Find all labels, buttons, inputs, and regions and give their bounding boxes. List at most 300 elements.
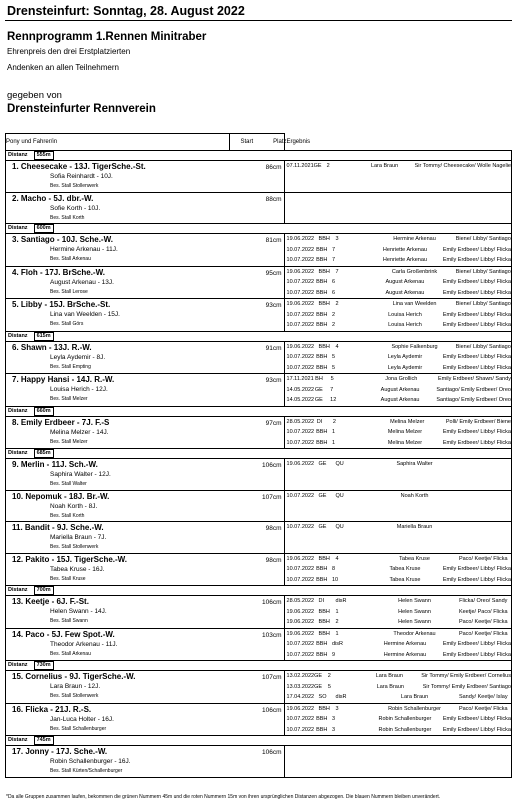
pony-entry-row xyxy=(6,192,512,224)
result-outcome: Emily Erdbeer/ Libby/ Flicka xyxy=(442,651,511,658)
result-rank: 7 xyxy=(331,257,336,264)
pony-header xyxy=(6,746,284,756)
pony-size: 95cm xyxy=(265,269,282,277)
pony-header xyxy=(6,374,284,384)
results-cell xyxy=(284,341,511,374)
result-venue: BBH xyxy=(316,364,328,371)
pony-header xyxy=(6,299,284,309)
result-rider: Helen Swann xyxy=(398,608,431,615)
footnote: *Da alle Gruppen zusammen laufen, bekommen die grünen Nummern 45m und die roten Nummern 15m von ihren ursprünglichen Distanzen abgezogen. Die blauen Nummern bleiben unverändert. xyxy=(6,794,441,800)
result-rider: Henriette Arkenau xyxy=(382,246,427,253)
rider-name: Melina Melzer - 14J. xyxy=(50,428,109,436)
result-rank: 1 xyxy=(335,630,339,637)
result-rank: 1 xyxy=(335,608,339,615)
result-rider: Hermine Arkenau xyxy=(383,651,427,658)
results-cell xyxy=(284,374,511,407)
result-row xyxy=(285,267,511,278)
column-header-ergebnis: Ergebnis xyxy=(286,139,311,145)
result-rider: Robin Schallenburger xyxy=(378,726,432,733)
rider-name: Saphira Walter - 12J. xyxy=(50,471,111,478)
stall-name: Bes. Stall Lerose xyxy=(50,288,88,295)
stall-name: Bes. Stall Melzer xyxy=(50,438,88,445)
result-rank: 9 xyxy=(331,651,336,658)
prize-line: Ehrenpreis den drei Erstplatzierten xyxy=(7,47,131,56)
result-rank: 6 xyxy=(331,289,336,296)
column-header-start-label: Start xyxy=(240,139,254,145)
result-rank: 5 xyxy=(331,364,336,371)
result-venue: DI xyxy=(316,418,323,425)
result-rank: disR xyxy=(335,694,347,701)
result-row xyxy=(285,596,511,607)
pony-entry-row xyxy=(6,341,512,374)
result-rank: 3 xyxy=(331,726,336,733)
result-outcome: Emily Erdbeer/ Libby/ Flicka xyxy=(442,576,511,583)
pony-size: 81cm xyxy=(265,237,282,244)
result-rank: 2 xyxy=(332,418,336,425)
result-row xyxy=(285,363,511,374)
result-venue: BBH xyxy=(316,289,328,296)
result-outcome: Sir Tommy/ Cheesecake/ Wolle Nagelie xyxy=(414,163,511,170)
result-date: 10.07.2022 xyxy=(286,257,315,264)
result-rider: Robin Schallenburger xyxy=(378,716,432,723)
pony-cell xyxy=(6,596,285,629)
pony-entry-row xyxy=(6,596,512,629)
pony-cell xyxy=(6,628,285,661)
result-row xyxy=(285,342,511,353)
result-row xyxy=(285,320,511,331)
pony-entry-row xyxy=(6,299,512,332)
rider-name: Sofia Reinhardt - 10J. xyxy=(50,173,113,180)
result-venue: BBH xyxy=(318,619,330,626)
distance-row xyxy=(6,151,512,161)
pony-header xyxy=(6,629,284,639)
stall-name: Bes. Stall Stollenwerk xyxy=(50,544,99,550)
pony-size: 106cm xyxy=(262,749,282,756)
result-row xyxy=(285,725,511,736)
distance-label: Distanz xyxy=(8,152,28,158)
result-date: 10.07.2022 xyxy=(286,279,315,286)
result-rider: Lina van Weelden xyxy=(392,301,437,308)
distance-value: 555m xyxy=(34,151,54,160)
result-date: 13.02.2022 xyxy=(286,673,315,680)
result-outcome: Paco/ Keetje/ Flicka xyxy=(458,555,508,562)
result-rank: 1 xyxy=(331,439,336,446)
result-outcome: Emily Erdbeer/ Libby/ Flicka xyxy=(442,566,511,573)
result-venue: BBH xyxy=(318,630,330,637)
pony-header xyxy=(6,671,284,681)
stall-name: Bes. Stall Stollenwerk xyxy=(50,183,99,189)
result-date: 17.04.2022 xyxy=(286,694,315,701)
result-rank: 3 xyxy=(335,236,339,243)
result-outcome: Emily Erdbeer/ Libby/ Flicka xyxy=(442,322,511,329)
result-row xyxy=(285,629,511,640)
pony-header xyxy=(6,491,284,501)
pony-entry-row xyxy=(6,671,512,704)
result-rank: 10 xyxy=(331,576,339,583)
result-venue: GE xyxy=(314,683,323,690)
rider-name: Lina van Weelden - 15J. xyxy=(50,311,120,318)
club-name: Drensteinfurter Rennverein xyxy=(7,103,156,115)
result-outcome: Emily Erdbeer/ Libby/ Flicka xyxy=(442,439,511,446)
result-venue: BBH xyxy=(316,246,328,253)
result-row xyxy=(285,385,511,396)
pony-cell xyxy=(6,234,285,267)
stall-name: Bes. Stall Stollenwerk xyxy=(50,693,99,699)
pony-cell xyxy=(6,416,285,449)
result-row xyxy=(285,299,511,310)
result-rider: Leyla Aydemir xyxy=(387,354,423,361)
result-row xyxy=(285,639,511,650)
pony-entry-row xyxy=(6,553,512,586)
result-venue: BBH xyxy=(316,726,328,733)
result-row xyxy=(285,704,511,715)
result-date: 14.05.2022 xyxy=(286,397,315,404)
distance-value: 730m xyxy=(34,661,54,670)
pony-entry-row xyxy=(6,628,512,661)
pony-entry-row xyxy=(6,490,512,522)
pony-name: 10. Nepomuk - 18J. Br.-W. xyxy=(12,491,110,501)
result-rank: QU xyxy=(335,492,344,499)
rider-name: Louisa Herich - 12J. xyxy=(50,386,108,393)
result-outcome: Emily Erdbeer/ Libby/ Flicka xyxy=(442,279,511,286)
result-outcome: Biene/ Libby/ Santiago xyxy=(455,343,511,350)
pony-cell xyxy=(6,266,285,299)
distance-label: Distanz xyxy=(8,225,28,231)
stall-name: Bes. Stall Swann xyxy=(50,618,88,624)
results-cell xyxy=(284,553,511,586)
result-rider: Tabea Kruse xyxy=(389,576,421,583)
results-cell xyxy=(284,192,511,224)
result-outcome: Emily Erdbeer/ Libby/ Flicka xyxy=(442,246,511,253)
pony-cell xyxy=(6,522,285,554)
result-date: 10.07.2022 xyxy=(286,641,315,648)
result-rider: Louisa Herich xyxy=(388,311,422,318)
title-divider xyxy=(5,20,512,21)
result-date: 10.07.2022 xyxy=(286,289,315,296)
result-date: 10.07.2022 xyxy=(286,429,315,436)
table-header-row xyxy=(6,134,512,151)
distance-row xyxy=(6,449,512,459)
pony-name: 5. Libby - 15J. BrSche.-St. xyxy=(12,300,111,309)
pony-entry-row xyxy=(6,522,512,554)
result-venue: GE xyxy=(318,461,327,468)
result-row xyxy=(285,491,511,502)
pony-cell xyxy=(6,553,285,586)
results-cell xyxy=(284,596,511,629)
distance-value: 600m xyxy=(34,224,54,233)
distance-cell xyxy=(6,736,512,746)
distance-value: 700m xyxy=(34,586,54,595)
pony-name: 12. Pakito - 15J. TigerSche.-W. xyxy=(12,554,128,564)
result-row xyxy=(285,692,511,703)
result-rank: 2 xyxy=(331,322,336,329)
pony-name: 3. Santiago - 10J. Sche.-W. xyxy=(12,235,113,244)
result-row xyxy=(285,277,511,288)
result-rank: disR xyxy=(335,598,347,605)
result-row xyxy=(285,395,511,406)
result-rider: Carla Großenbrink xyxy=(391,268,438,275)
result-rider: Helen Swann xyxy=(398,619,431,626)
result-date: 10.07.2022 xyxy=(286,439,315,446)
result-date: 10.07.2022 xyxy=(286,492,315,499)
result-row xyxy=(285,234,511,245)
result-venue: BBH xyxy=(316,566,328,573)
pony-size: 106cm xyxy=(262,462,282,469)
result-rank: 5 xyxy=(330,376,334,383)
pony-cell xyxy=(6,192,285,224)
column-header-pony: Pony und Fahrer/in xyxy=(6,134,230,151)
result-rank: 5 xyxy=(327,683,331,690)
result-rider: Melina Melzer xyxy=(387,429,423,436)
result-venue: SO xyxy=(318,694,327,701)
pony-header xyxy=(6,596,284,606)
result-rider: Mariella Braun xyxy=(396,524,433,531)
distance-cell xyxy=(6,586,512,596)
pony-name: 7. Happy Hansi - 14J. R.-W. xyxy=(12,375,115,384)
program-title: Rennprogramm 1.Rennen Minitraber xyxy=(7,31,207,43)
result-rider: Sophie Falkenburg xyxy=(391,343,438,350)
pony-size: 106cm xyxy=(262,599,282,606)
result-date: 19.06.2022 xyxy=(286,343,315,350)
result-date: 28.05.2022 xyxy=(286,598,315,605)
result-date: 19.06.2022 xyxy=(286,236,315,243)
result-rider: Melina Melzer xyxy=(390,418,425,425)
results-cell xyxy=(284,161,511,193)
results-cell xyxy=(284,671,511,704)
result-date: 19.06.2022 xyxy=(286,555,315,562)
result-row xyxy=(285,459,511,470)
result-venue: BBH xyxy=(316,716,328,723)
result-rider: Helen Swann xyxy=(398,598,431,605)
result-row xyxy=(285,374,511,385)
pony-entry-row xyxy=(6,416,512,449)
pony-header xyxy=(6,234,284,244)
result-row xyxy=(285,607,511,618)
result-venue: BBH xyxy=(316,429,328,436)
pony-size: 91cm xyxy=(265,344,282,352)
result-rider: Louisa Herich xyxy=(388,322,422,329)
result-row xyxy=(285,245,511,256)
result-rider: Tabea Kruse xyxy=(389,566,421,573)
pony-name: 16. Flicka - 21J. R.-S. xyxy=(12,704,92,714)
result-venue: BBH xyxy=(316,311,328,318)
pony-size: 103cm xyxy=(262,631,282,639)
result-outcome: Paco/ Keetje/ Flicka xyxy=(458,705,508,712)
distance-label: Distanz xyxy=(8,662,28,668)
stall-name: Bes. Stall Kruse xyxy=(50,575,86,582)
pony-name: 9. Merlin - 11J. Sch.-W. xyxy=(12,460,98,469)
pony-cell xyxy=(6,161,285,193)
result-date: 10.07.2022 xyxy=(286,576,315,583)
pony-name: 2. Macho - 5J. dbr.-W. xyxy=(12,193,94,203)
rider-name: Tabea Kruse - 16J. xyxy=(50,565,105,573)
rider-name: August Arkenau - 13J. xyxy=(50,278,114,286)
result-venue: BBH xyxy=(316,322,328,329)
result-date: 19.06.2022 xyxy=(286,619,315,626)
result-venue: BBH xyxy=(316,257,328,264)
page-title: Drensteinfurt: Sonntag, 28. August 2022 xyxy=(7,4,245,18)
pony-name: 15. Cornelius - 9J. TigerSche.-W. xyxy=(12,672,136,681)
pony-header xyxy=(6,554,284,564)
rider-name: Jan-Luca Holter - 16J. xyxy=(50,715,114,723)
distance-label: Distanz xyxy=(8,737,28,743)
result-row xyxy=(285,575,511,586)
result-row xyxy=(285,554,511,565)
pony-cell xyxy=(6,299,285,332)
pony-cell xyxy=(6,490,285,522)
pony-cell xyxy=(6,671,285,704)
table-body xyxy=(6,151,512,778)
result-date: 10.07.2022 xyxy=(286,726,315,733)
pony-header xyxy=(6,459,284,469)
result-row xyxy=(285,671,511,682)
pony-header xyxy=(6,417,284,427)
result-row xyxy=(285,650,511,661)
pony-header xyxy=(6,267,284,277)
result-date: 19.06.2022 xyxy=(286,630,315,637)
result-date: 19.06.2022 xyxy=(286,268,315,275)
result-date: 10.07.2022 xyxy=(286,354,315,361)
pony-header xyxy=(6,342,284,352)
result-rider: August Arkenau xyxy=(380,397,420,404)
pony-size: 107cm xyxy=(262,674,282,681)
pony-header xyxy=(6,161,284,171)
result-date: 19.06.2022 xyxy=(286,461,315,468)
result-date: 10.07.2022 xyxy=(286,311,315,318)
result-outcome: Emily Erdbeer/ Libby/ Flicka xyxy=(442,641,511,648)
result-venue: BBH xyxy=(316,651,328,658)
pony-size: 98cm xyxy=(265,556,282,564)
result-outcome: Biene/ Libby/ Santiago xyxy=(455,268,511,275)
distance-cell xyxy=(6,449,512,459)
result-date: 17.11.2021 xyxy=(286,376,314,383)
result-outcome: Emily Erdbeer/ Libby/ Flicka xyxy=(442,311,511,318)
result-row xyxy=(285,310,511,321)
result-date: 10.07.2022 xyxy=(286,322,315,329)
pony-cell xyxy=(6,703,285,736)
result-row xyxy=(285,255,511,266)
distance-row xyxy=(6,406,512,416)
pony-entry-row xyxy=(6,266,512,299)
result-rank: 3 xyxy=(331,716,336,723)
result-venue: BH xyxy=(315,376,323,383)
rider-name: Hermine Arkenau - 11J. xyxy=(50,246,118,253)
result-date: 07.11.2021 xyxy=(286,163,314,170)
result-rider: Lara Braun xyxy=(376,683,404,690)
pony-size: 97cm xyxy=(265,419,282,427)
distance-label: Distanz xyxy=(8,587,28,593)
pony-name: 17. Jonny - 17J. Sche.-W. xyxy=(12,747,108,756)
result-rider: Henriette Arkenau xyxy=(382,257,427,264)
result-rider: Tabea Kruse xyxy=(399,555,430,562)
result-rider: Robin Schallenburger xyxy=(388,705,441,712)
distance-row xyxy=(6,224,512,234)
result-rank: 12 xyxy=(330,397,337,404)
pony-cell xyxy=(6,341,285,374)
result-rider: Leyla Aydemir xyxy=(387,364,423,371)
result-outcome: Emily Erdbeer/ Libby/ Flicka xyxy=(442,429,511,436)
result-outcome: Paco/ Keetje/ Flicka xyxy=(458,630,508,637)
result-outcome: Paco/ Keetje/ Flicka xyxy=(458,619,508,626)
stall-name: Bes. Stall Schallenburger xyxy=(50,725,107,732)
result-outcome: Emily Erdbeer/ Shawn/ Sandy xyxy=(437,376,512,383)
pony-name: 4. Floh - 17J. BrSche.-W. xyxy=(12,267,105,277)
results-cell xyxy=(284,266,511,299)
result-outcome: Emily Erdbeer/ Libby/ Flicka xyxy=(442,257,511,264)
pony-size: 86cm xyxy=(265,164,282,171)
pony-size: 98cm xyxy=(265,525,282,532)
pony-size: 106cm xyxy=(262,706,282,714)
race-program-table xyxy=(5,133,512,778)
results-cell xyxy=(284,490,511,522)
result-rider: August Arkenau xyxy=(385,279,425,286)
result-date: 10.07.2022 xyxy=(286,364,315,371)
rider-name: Lara Braun - 12J. xyxy=(50,683,101,690)
result-outcome: Biene/ Libby/ Santiago xyxy=(455,301,511,308)
pony-name: 11. Bandit - 9J. Sche.-W. xyxy=(12,523,104,532)
pony-name: 8. Emily Erdbeer - 7J. F.-S xyxy=(12,417,110,427)
result-date: 10.07.2022 xyxy=(286,651,315,658)
pony-name: 1. Cheesecake - 13J. TigerSche.-St. xyxy=(12,162,146,171)
pony-entry-row xyxy=(6,459,512,491)
result-outcome: Sandy/ Keetje/ Islay xyxy=(458,694,508,701)
stall-name: Bes. Stall Arkenau xyxy=(50,256,91,262)
distance-row xyxy=(6,736,512,746)
result-date: 19.06.2022 xyxy=(286,705,315,712)
result-rider: Hermine Arkenau xyxy=(383,641,427,648)
result-rank: 4 xyxy=(335,555,339,562)
result-rank: 2 xyxy=(335,301,339,308)
result-rider: Lara Braun xyxy=(400,694,429,701)
rider-name: Robin Schallenburger - 16J. xyxy=(50,758,131,765)
distance-cell xyxy=(6,224,512,234)
result-rank: 8 xyxy=(331,566,336,573)
pony-size: 107cm xyxy=(262,493,282,501)
result-venue: BBH xyxy=(318,705,330,712)
result-rank: 2 xyxy=(326,163,330,170)
result-row xyxy=(285,714,511,725)
pony-name: 14. Paco - 5J. Few Spot.-W. xyxy=(12,629,115,639)
result-rank: 7 xyxy=(331,246,336,253)
result-rank: 5 xyxy=(331,354,336,361)
result-rider: Lara Braun xyxy=(370,163,399,170)
distance-cell xyxy=(6,331,512,341)
result-outcome: Sir Tommy/ Emily Erdbeer/ Santiago xyxy=(422,683,511,690)
souvenir-line: Andenken an allen Teilnehmern xyxy=(7,63,119,72)
result-outcome: Sir Tommy/ Emily Erdbeer/ Cornelius xyxy=(421,673,511,680)
result-outcome: Biene/ Libby/ Santiago xyxy=(455,236,511,243)
result-row xyxy=(285,161,511,172)
result-row xyxy=(285,288,511,299)
pony-name: 6. Shawn - 13J. R.-W. xyxy=(12,342,92,352)
pony-cell xyxy=(6,374,285,407)
pony-cell xyxy=(6,746,285,778)
stall-name: Bes. Stall Melzer xyxy=(50,396,88,402)
rider-name: Leyla Aydemir - 8J. xyxy=(50,353,106,361)
result-rank: 2 xyxy=(327,673,331,680)
result-row xyxy=(285,438,511,449)
result-date: 19.06.2022 xyxy=(286,301,315,308)
result-row xyxy=(285,682,511,693)
result-rank: QU xyxy=(335,524,344,531)
distance-value: 660m xyxy=(34,407,54,416)
result-venue: BBH xyxy=(318,268,330,275)
results-cell xyxy=(284,299,511,332)
distance-label: Distanz xyxy=(8,407,28,414)
distance-value: 615m xyxy=(34,332,54,341)
distance-value: 685m xyxy=(34,449,54,458)
result-outcome: Emily Erdbeer/ Libby/ Flicka xyxy=(442,289,511,296)
